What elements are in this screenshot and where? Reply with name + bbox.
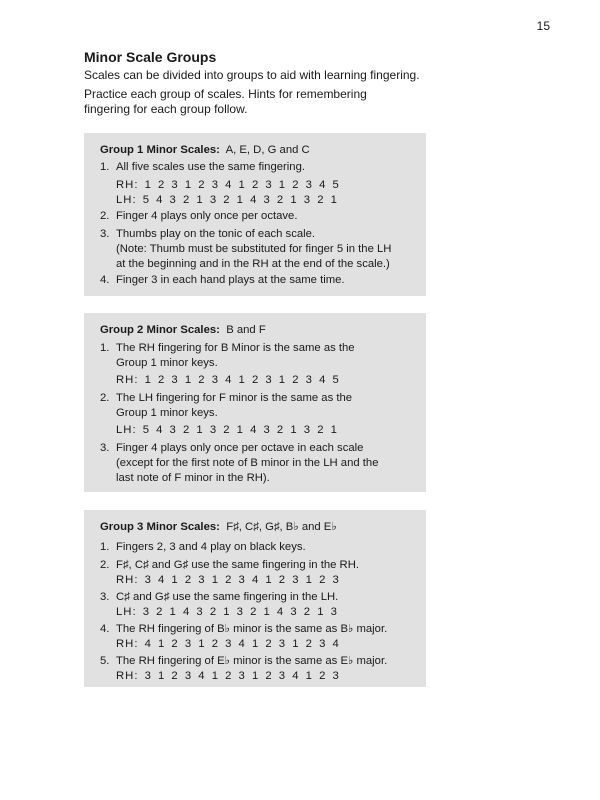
item-text: The RH fingering of E♭ minor is the same as E♭ major. <box>116 655 388 667</box>
item-number: 1. <box>100 342 110 354</box>
group-1-item-4 <box>100 273 345 288</box>
group-2-lh-fingering: LH: 5 4 3 2 1 3 2 1 4 3 2 1 3 2 1 <box>116 424 338 436</box>
group-1-item-3-note-line-1: (Note: Thumb must be substituted for finger 5 in the LH <box>116 243 392 255</box>
item-text: F♯, C♯ and G♯ use the same fingering in the RH. <box>116 559 359 571</box>
intro-paragraph-1: Scales can be divided into groups to aid with learning fingering. <box>84 68 420 82</box>
item-text: Finger 3 in each hand plays at the same time. <box>116 274 345 286</box>
group-1-item-3 <box>100 227 316 242</box>
group-1-title: Group 1 Minor Scales: <box>100 144 220 156</box>
intro-paragraph-2: Practice each group of scales. Hints for remembering fingering for each group follow. <box>84 87 367 116</box>
group-1-item-1 <box>100 160 306 175</box>
group-2-item-3-line-2: (except for the first note of B minor in the LH and the <box>116 457 379 469</box>
group-3-item-3 <box>100 590 339 605</box>
group-2-item-2 <box>100 391 353 406</box>
item-text: Thumbs play on the tonic of each scale. <box>116 228 316 240</box>
item-text: Finger 4 plays only once per octave in each scale <box>116 442 364 454</box>
item-text: Finger 4 plays only once per octave. <box>116 210 298 222</box>
group-2-item-3 <box>100 441 364 456</box>
group-2-item-1 <box>100 341 355 356</box>
group-1-rh-fingering: RH: 1 2 3 1 2 3 4 1 2 3 1 2 3 4 5 <box>116 179 340 191</box>
item-number: 2. <box>100 559 110 571</box>
group-3-item-2-fingering: RH: 3 4 1 2 3 1 2 3 4 1 2 3 1 2 3 <box>116 574 340 586</box>
group-1-lh-fingering: LH: 5 4 3 2 1 3 2 1 4 3 2 1 3 2 1 <box>116 194 338 206</box>
group-3-item-5-fingering: RH: 3 1 2 3 4 1 2 3 1 2 3 4 1 2 3 <box>116 670 340 682</box>
item-number: 3. <box>100 228 110 240</box>
item-text: The LH fingering for F minor is the same as the <box>116 392 353 404</box>
group-1-box <box>84 133 426 296</box>
item-text: C♯ and G♯ use the same fingering in the LH. <box>116 591 339 603</box>
item-text: The RH fingering for B Minor is the same as the <box>116 342 355 354</box>
item-number: 5. <box>100 655 110 667</box>
item-number: 4. <box>100 623 110 635</box>
group-2-header <box>100 323 266 338</box>
item-number: 1. <box>100 541 110 553</box>
group-3-header <box>100 520 337 535</box>
page-number: 15 <box>536 19 550 33</box>
item-number: 4. <box>100 274 110 286</box>
item-number: 3. <box>100 591 110 603</box>
item-number: 2. <box>100 210 110 222</box>
group-2-item-3-line-3: last note of F minor in the RH). <box>116 472 270 484</box>
group-3-item-3-fingering: LH: 3 2 1 4 3 2 1 3 2 1 4 3 2 1 3 <box>116 606 338 618</box>
group-2-rh-fingering: RH: 1 2 3 1 2 3 4 1 2 3 1 2 3 4 5 <box>116 374 340 386</box>
group-1-keys: A, E, D, G and C <box>225 144 310 156</box>
item-text: All five scales use the same fingering. <box>116 161 306 173</box>
group-3-title: Group 3 Minor Scales: <box>100 521 220 533</box>
group-3-keys: F♯, C♯, G♯, B♭ and E♭ <box>226 521 337 533</box>
group-3-item-4 <box>100 622 388 637</box>
group-3-box <box>84 510 426 687</box>
item-text: Fingers 2, 3 and 4 play on black keys. <box>116 541 306 553</box>
group-3-item-4-fingering: RH: 4 1 2 3 1 2 3 4 1 2 3 1 2 3 4 <box>116 638 340 650</box>
group-3-item-5 <box>100 654 388 669</box>
group-3-item-2 <box>100 558 359 573</box>
group-1-header <box>100 143 310 158</box>
group-3-item-1 <box>100 540 306 555</box>
item-number: 1. <box>100 161 110 173</box>
item-number: 3. <box>100 442 110 454</box>
group-1-item-3-note-line-2: at the beginning and in the RH at the end of the scale.) <box>116 258 390 270</box>
group-2-item-1-line-2: Group 1 minor keys. <box>116 357 218 369</box>
page-title: Minor Scale Groups <box>84 49 217 65</box>
group-1-item-2 <box>100 209 298 224</box>
group-2-box <box>84 313 426 492</box>
item-number: 2. <box>100 392 110 404</box>
item-text: The RH fingering of B♭ minor is the same as B♭ major. <box>116 623 388 635</box>
group-2-keys: B and F <box>226 324 266 336</box>
group-2-title: Group 2 Minor Scales: <box>100 324 220 336</box>
group-2-item-2-line-2: Group 1 minor keys. <box>116 407 218 419</box>
